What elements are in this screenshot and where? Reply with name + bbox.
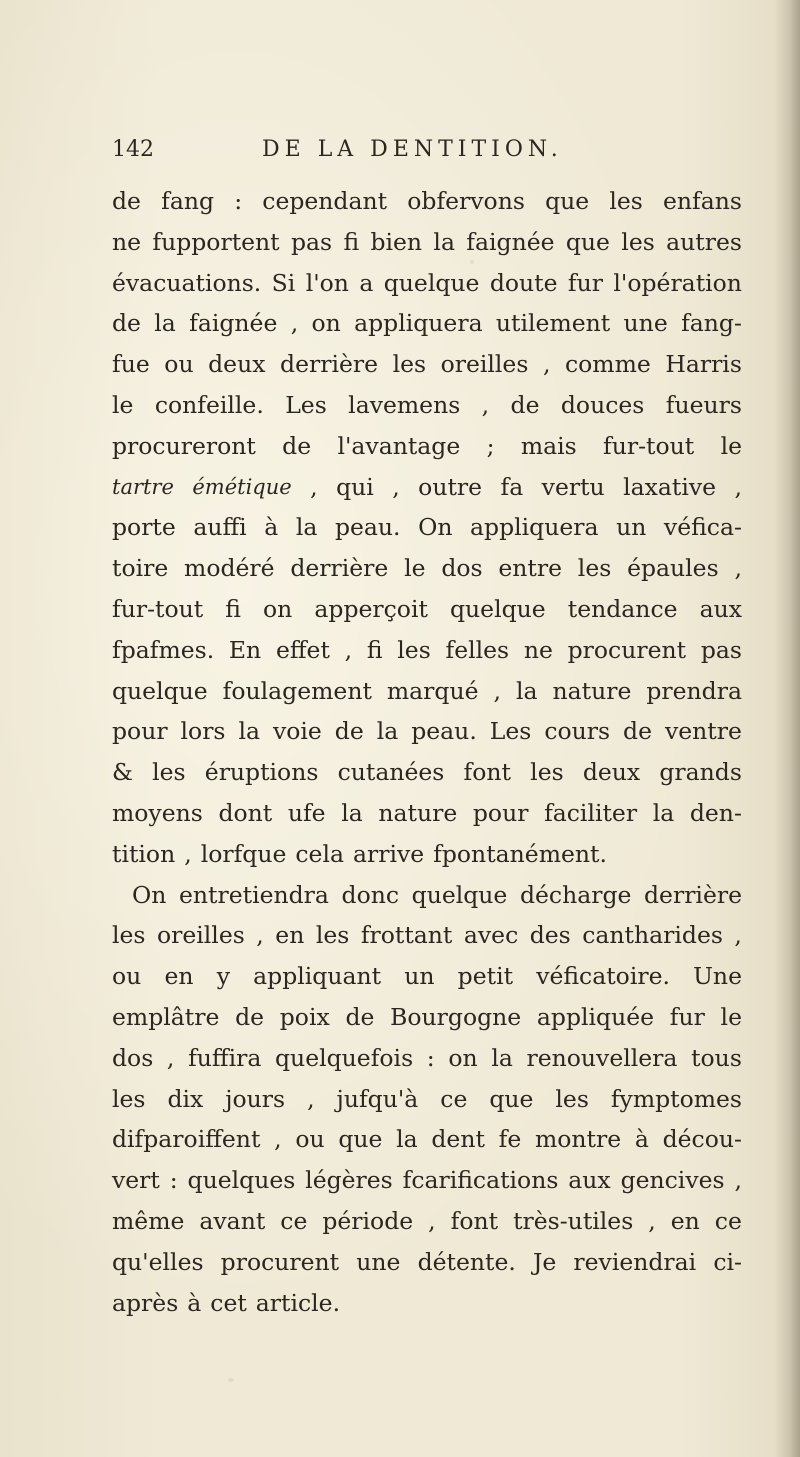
- word: de: [623, 717, 652, 746]
- word: décharge: [519, 880, 632, 909]
- word: à: [187, 1288, 202, 1317]
- word: oreilles: [440, 350, 529, 379]
- paper-spot: [228, 1378, 234, 1382]
- word: procureront: [112, 431, 256, 460]
- word: fuffira: [188, 1043, 262, 1072]
- word: nature: [378, 798, 458, 827]
- word: derrière: [280, 350, 379, 379]
- word: que: [565, 227, 610, 256]
- word: épaules: [627, 554, 719, 583]
- word: quelque: [450, 594, 546, 623]
- word: que: [338, 1125, 383, 1154]
- text-line: [112, 1283, 742, 1324]
- word: ,: [648, 1206, 656, 1235]
- word: ou: [295, 1125, 325, 1154]
- word: fue: [112, 350, 150, 379]
- text-line: [112, 467, 742, 508]
- word: ,: [493, 676, 501, 705]
- word: ,: [734, 921, 742, 950]
- word: ce: [440, 1084, 468, 1113]
- word: en: [164, 962, 194, 991]
- word: confeille.: [154, 390, 264, 419]
- word: montre: [534, 1125, 622, 1154]
- word: la: [491, 1043, 513, 1072]
- word: felles: [445, 635, 510, 664]
- word: fur: [567, 268, 603, 297]
- word: reviendrai: [573, 1247, 697, 1276]
- word: qui: [336, 472, 374, 501]
- word: derrière: [644, 880, 742, 909]
- word: ,: [481, 390, 490, 419]
- word: cours: [544, 717, 611, 746]
- word: le: [112, 390, 134, 419]
- word: Les: [285, 390, 327, 419]
- word: vert: [112, 1166, 160, 1195]
- word: poix: [279, 1002, 330, 1031]
- word: la: [341, 798, 363, 827]
- word: entre: [498, 554, 563, 583]
- word: Je: [532, 1247, 557, 1276]
- word: on: [311, 309, 341, 338]
- word: dont: [218, 798, 273, 827]
- word: la: [238, 717, 260, 746]
- word: fupportent: [152, 227, 280, 256]
- word: aux: [568, 1166, 611, 1195]
- text-line: [112, 426, 742, 467]
- running-head: [112, 137, 742, 181]
- word: ci-: [713, 1247, 742, 1276]
- word: prendra: [646, 676, 742, 705]
- word: une: [623, 309, 668, 338]
- word: très-utiles: [513, 1206, 634, 1235]
- word: une: [356, 1247, 401, 1276]
- word: les: [112, 1084, 146, 1113]
- word: ou: [164, 350, 194, 379]
- word: qu'elles: [112, 1247, 204, 1276]
- word: En: [228, 635, 262, 664]
- text-line: [112, 263, 742, 304]
- text-line: [112, 1038, 742, 1079]
- text-line: [112, 589, 742, 630]
- word: ufe: [287, 798, 326, 827]
- word: appliquant: [253, 962, 382, 991]
- word: ;: [486, 431, 495, 460]
- word: la: [515, 676, 538, 705]
- word: la: [295, 513, 318, 542]
- word: quelque: [383, 268, 480, 297]
- word: jufqu'à: [336, 1084, 419, 1113]
- word: tous: [691, 1043, 742, 1072]
- word: les: [112, 921, 146, 950]
- text-line: [112, 875, 742, 916]
- word: ,: [184, 839, 192, 868]
- word: :: [234, 187, 243, 215]
- word: la: [433, 227, 455, 256]
- word: fueurs: [665, 390, 742, 419]
- word: en: [275, 921, 305, 950]
- word: à: [634, 1125, 649, 1154]
- word: on: [448, 1043, 478, 1072]
- word: fymptomes: [610, 1084, 742, 1113]
- text-line: [112, 752, 742, 793]
- word: ,: [166, 1043, 175, 1072]
- word: les: [315, 921, 350, 950]
- word: ,: [542, 350, 551, 379]
- word: ce: [714, 1206, 742, 1235]
- word: pas: [700, 635, 742, 664]
- word: à: [264, 513, 279, 542]
- word: les: [577, 554, 612, 583]
- word: On: [418, 513, 453, 542]
- word: un: [616, 513, 647, 542]
- word: marqué: [386, 676, 479, 705]
- text-line: [112, 997, 742, 1038]
- word: toire: [112, 554, 169, 583]
- text-line: [112, 303, 742, 344]
- word: véfica-: [663, 513, 742, 542]
- word: aux: [699, 594, 742, 623]
- word: vertu: [541, 472, 605, 501]
- word: modéré: [184, 554, 275, 583]
- word: deux: [582, 758, 641, 787]
- word: outre: [418, 472, 483, 501]
- word: apperçoit: [314, 594, 428, 623]
- word: auffi: [193, 513, 247, 542]
- word: les: [621, 227, 655, 256]
- word: :: [426, 1043, 435, 1072]
- word: pas: [290, 227, 333, 256]
- word: autres: [666, 227, 742, 256]
- word: moyens: [112, 798, 203, 827]
- word: la: [396, 1125, 418, 1154]
- word: ,: [344, 635, 353, 664]
- word: l'opération: [613, 268, 742, 297]
- text-line: [112, 548, 742, 589]
- text-line: [112, 630, 742, 671]
- word: Les: [489, 717, 532, 746]
- running-title: DE LA DENTITION.: [262, 137, 563, 162]
- word: avec: [463, 921, 519, 950]
- word: ,: [734, 554, 742, 583]
- text-line: [112, 671, 742, 712]
- word: procurent: [567, 635, 687, 664]
- word: frottant: [360, 921, 453, 950]
- word: ,: [310, 472, 318, 501]
- word: les: [530, 758, 564, 787]
- word: emplâtre: [112, 1002, 220, 1031]
- word: ne: [523, 635, 553, 664]
- word: Une: [693, 962, 742, 991]
- word: la: [376, 717, 399, 746]
- page-number: 142: [112, 137, 154, 162]
- word: tartre: [112, 474, 174, 499]
- word: fe: [498, 1125, 522, 1154]
- text-line: [112, 1119, 742, 1160]
- word: véficatoire.: [536, 962, 670, 991]
- word: ,: [290, 309, 299, 338]
- word: période: [322, 1206, 414, 1235]
- word: enfans: [663, 187, 742, 215]
- word: petit: [457, 962, 514, 991]
- word: nature: [552, 676, 632, 705]
- word: quelquefois: [275, 1043, 414, 1072]
- word: a: [359, 268, 374, 297]
- word: pour: [472, 798, 529, 827]
- word: faignée: [466, 227, 555, 256]
- word: :: [169, 1166, 178, 1195]
- word: légères: [305, 1166, 393, 1195]
- word: fpafmes.: [112, 635, 215, 664]
- word: comme: [564, 350, 651, 379]
- word: les: [397, 635, 431, 664]
- word: le: [720, 1002, 742, 1031]
- word: renouvellera: [526, 1043, 678, 1072]
- word: même: [112, 1206, 185, 1235]
- word: fur: [669, 1002, 705, 1031]
- text-line: [112, 1242, 742, 1283]
- word: appliquera: [470, 513, 599, 542]
- word: fur-tout: [112, 594, 204, 623]
- word: derrière: [290, 554, 389, 583]
- word: tendance: [567, 594, 678, 623]
- word: lavemens: [348, 390, 461, 419]
- word: faciliter: [544, 798, 638, 827]
- text-line: [112, 507, 742, 548]
- word: fang-: [681, 309, 742, 338]
- word: le: [404, 554, 426, 583]
- word: Bourgogne: [390, 1002, 522, 1031]
- word: foulagement: [222, 676, 372, 705]
- word: quelque: [112, 676, 208, 705]
- word: évacuations.: [112, 268, 262, 297]
- word: pour: [112, 717, 168, 746]
- word: de: [235, 1002, 265, 1031]
- word: procurent: [220, 1247, 340, 1276]
- word: des: [529, 921, 571, 950]
- word: de: [112, 187, 141, 215]
- text-line: [112, 222, 742, 263]
- text-line: [112, 344, 742, 385]
- word: tition: [112, 839, 176, 868]
- word: &: [112, 758, 133, 787]
- text-line: [112, 385, 742, 426]
- text-line: [112, 1079, 742, 1120]
- word: décou-: [662, 1125, 742, 1154]
- word: le: [720, 431, 742, 460]
- word: les: [152, 758, 186, 787]
- word: gencives: [620, 1166, 725, 1195]
- word: cutanées: [337, 758, 445, 787]
- word: cependant: [262, 187, 388, 215]
- text-line: [112, 181, 742, 222]
- word: utilement: [495, 309, 611, 338]
- word: den-: [689, 798, 742, 827]
- word: grands: [659, 758, 742, 787]
- word: font: [450, 1206, 499, 1235]
- word: avant: [199, 1206, 266, 1235]
- word: l'avantage: [337, 431, 461, 460]
- word: font: [463, 758, 511, 787]
- word: difparoiffent: [112, 1125, 261, 1154]
- word: dos: [441, 554, 483, 583]
- word: bien: [370, 227, 423, 256]
- word: faignée: [189, 309, 278, 338]
- word: cela: [295, 839, 344, 868]
- word: les: [392, 350, 427, 379]
- word: voie: [272, 717, 322, 746]
- text-line: [112, 711, 742, 752]
- word: ventre: [664, 717, 742, 746]
- word: les: [609, 187, 643, 215]
- word: donc: [341, 880, 400, 909]
- word: de: [112, 309, 141, 338]
- word: mais: [520, 431, 577, 460]
- word: éruptions: [204, 758, 319, 787]
- word: fi: [366, 635, 383, 664]
- word: dent: [431, 1125, 485, 1154]
- word: cantharides: [582, 921, 723, 950]
- word: de: [510, 390, 540, 419]
- word: fpontanément.: [433, 839, 607, 868]
- page-edge-shadow: [774, 0, 800, 1457]
- word: ,: [428, 1206, 436, 1235]
- word: laxative: [623, 472, 717, 501]
- word: cet: [210, 1288, 247, 1317]
- word: peau.: [411, 717, 477, 746]
- word: ,: [307, 1084, 315, 1113]
- word: ou: [112, 962, 142, 991]
- word: un: [404, 962, 435, 991]
- word: jours: [225, 1084, 286, 1113]
- word: la: [652, 798, 675, 827]
- word: appliquée: [536, 1002, 655, 1031]
- word: oreilles: [156, 921, 245, 950]
- word: porte: [112, 513, 176, 542]
- word: fi: [343, 227, 360, 256]
- word: après: [112, 1288, 179, 1317]
- word: On: [132, 880, 167, 909]
- word: Harris: [665, 350, 742, 379]
- text-line: [112, 834, 742, 875]
- word: de: [345, 1002, 375, 1031]
- text-line: [112, 915, 742, 956]
- text-line: [112, 956, 742, 997]
- word: ,: [392, 472, 400, 501]
- word: de: [334, 717, 364, 746]
- word: fa: [500, 472, 524, 501]
- body-text: [112, 181, 742, 1323]
- word: article.: [255, 1288, 341, 1317]
- word: appliquera: [354, 309, 483, 338]
- text-line: [112, 1201, 742, 1242]
- word: entretiendra: [179, 880, 329, 909]
- text-line: [112, 1160, 742, 1201]
- word: doute: [489, 268, 558, 297]
- word: lorfque: [200, 839, 287, 868]
- word: dos: [112, 1043, 154, 1072]
- word: lors: [180, 717, 226, 746]
- word: ne: [112, 227, 142, 256]
- word: ,: [734, 472, 742, 501]
- word: douces: [560, 390, 645, 419]
- text-line: [112, 793, 742, 834]
- word: y: [216, 962, 230, 991]
- word: la: [154, 309, 176, 338]
- text-block: [112, 137, 742, 1323]
- word: ce: [280, 1206, 308, 1235]
- word: arrive: [352, 839, 425, 868]
- word: peau.: [334, 513, 401, 542]
- word: l'on: [305, 268, 349, 297]
- word: que: [489, 1084, 534, 1113]
- word: effet: [275, 635, 330, 664]
- word: détente.: [417, 1247, 516, 1276]
- word: que: [545, 187, 590, 215]
- word: quelque: [411, 880, 508, 909]
- word: les: [555, 1084, 589, 1113]
- word: ,: [274, 1125, 282, 1154]
- word: fi: [225, 594, 241, 623]
- word: de: [282, 431, 312, 460]
- word: quelques: [187, 1166, 296, 1195]
- word: dix: [167, 1084, 204, 1113]
- word: deux: [208, 350, 266, 379]
- word: Si: [271, 268, 296, 297]
- word: fur-tout: [603, 431, 695, 460]
- word: on: [263, 594, 293, 623]
- word: ,: [734, 1166, 742, 1195]
- word: ,: [256, 921, 264, 950]
- word: en: [670, 1206, 700, 1235]
- word: obfervons: [407, 187, 525, 215]
- word: fcarifications: [402, 1166, 559, 1195]
- word: émétique: [192, 474, 292, 499]
- word: fang: [161, 187, 215, 215]
